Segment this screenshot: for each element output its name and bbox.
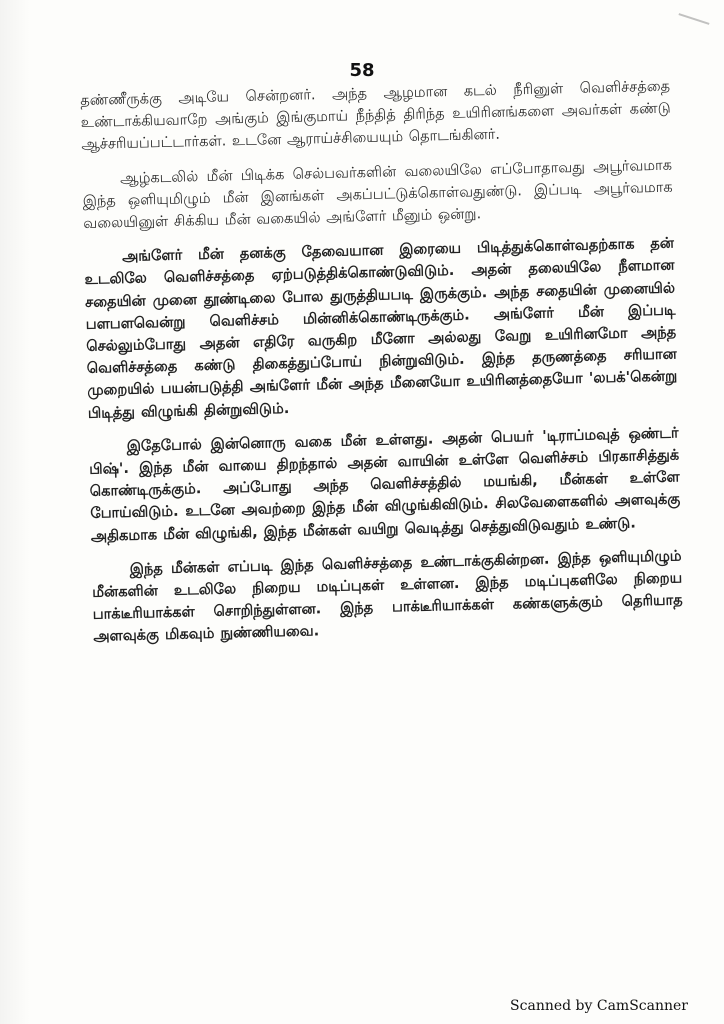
scanner-watermark-text: Scanned by CamScanner [510,998,688,1014]
paragraph-2: ஆழ்கடலில் மீன் பிடிக்க செல்பவர்களின் வலையிலே எப்போதாவது அபூர்வமாக இந்த ஒளியுமிழும் மீன் இனங்கள் அகப்பட்டுக்கொள்வதுண்டு. இப்படி அபூர்வமாக வலையினுள் சிக்கிய மீன் வகையில் அங்ளேர் மீனும் ஒன்று. [82,156,673,232]
paragraph-1: தண்ணீருக்கு அடியே சென்றனர். அந்த ஆழமான கடல் நீரினுள் வெளிச்சத்தை உண்டாக்கியவாறே அங்கும் இங்குமாய் நீந்தித் திரிந்த உயிரினங்களை அவர்கள் கண்டு ஆச்சரியப்பட்டார்கள். உடனே ஆராய்ச்சியையும் தொடங்கினர். [80,77,671,154]
paragraph-4: இதேபோல் இன்னொரு வகை மீன் உள்ளது. அதன் பெயர் 'டிராப்மவுத் ஒண்டர் பிஷ்'. இந்த மீன் வாயை திறந்தால் அதன் வாயின் உள்ளே வெளிச்சம் பிரகாசித்துக் கொண்டிருக்கும். அப்போது அந்த வெளிச்சத்தில் மயங்கி, மீன்கள் உள்ளே போய்விடும். உடனே அவற்றை இந்த மீன் விழுங்கிவிடும். சிலவேளைகளில் அளவுக்கு அதிகமாக மீன் விழுங்கி, இந்த மீன்கள் வயிறு வெடித்து செத்துவிடுவதும் உண்டு. [89,424,681,545]
page-edge-shadow [0,0,30,1024]
page-body [80,76,684,661]
paragraph-3: அங்ளேர் மீன் தனக்கு தேவையான இரையை பிடித்துக்கொள்வதற்காக தன் உடலிலே வெளிச்சத்தை ஏற்படுத்திக்கொண்டுவிடும். அதன் தலையிலே நீளமான சதையின் முனை தூண்டிலை போல துருத்தியபடி இருக்கும். அந்த சதையின் முனையில் பளபளவென்று வெளிச்சம் மின்னிக்கொண்டிருக்கும். அங்ளேர் மீன் இப்படி செல்லும்போது அதன் எதிரே வருகிற மீனோ அல்லது வேறு உயிரினமோ அந்த வெளிச்சத்தை கண்டு திகைத்துப்போய் நின்றுவிடும். இந்த தருணத்தை சரியான முறையில் பயன்படுத்தி அங்ளேர் மீன் அந்த மீனையோ உயிரினத்தையோ 'லபக்'கென்று பிடித்து விழுங்கி தின்றுவிடும். [84,234,678,422]
page-number: 58 [349,60,375,81]
paragraph-5: இந்த மீன்கள் எப்படி இந்த வெளிச்சத்தை உண்டாக்குகின்றன. இந்த ஒளியுமிழும் மீன்களின் உடலிலே நிறைய மடிப்புகள் உள்ளன. இந்த மடிப்புகளிலே நிறைய பாக்டீரியாக்கள் சொறிந்துள்ளன. இந்த பாக்டீரியாக்கள் கண்களுக்கும் தெரியாத அளவுக்கு மிகவும் நுண்ணியவை. [92,547,683,646]
page-corner-mark [678,13,709,25]
